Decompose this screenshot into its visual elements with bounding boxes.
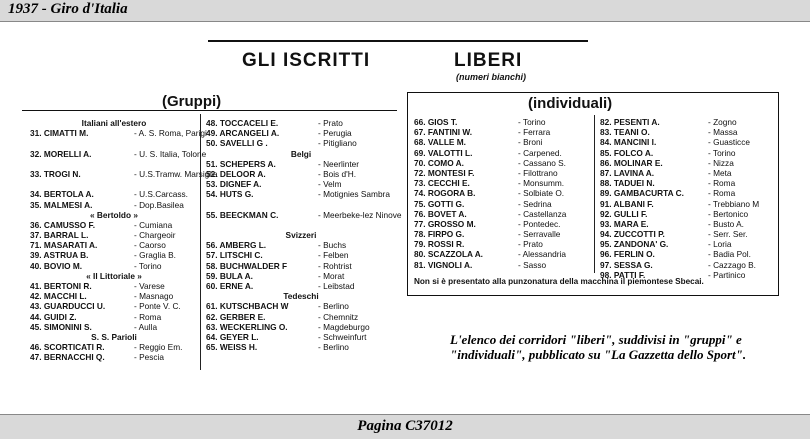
rider-town: - Magdeburgo (318, 321, 370, 332)
list-item (206, 128, 396, 138)
header-bar (0, 0, 810, 22)
rider-town: - Morat (318, 270, 345, 281)
rider-town: - Torino (134, 260, 162, 271)
rider-name: 64. GEYER L. (206, 331, 259, 342)
list-item (30, 322, 198, 332)
rider-name: 70. COMO A. (414, 157, 464, 168)
rider-town: - Cumiana (134, 219, 173, 230)
rider-name: 89. GAMBACURTA C. (600, 188, 684, 199)
list-item (206, 209, 402, 220)
rider-name: 60. ERNE A. (206, 281, 254, 291)
rider-name: 76. BOVET A. (414, 208, 467, 219)
list-item (600, 148, 776, 158)
list-item (600, 127, 776, 137)
rider-town: - Pitigliano (318, 138, 357, 149)
rider-town: - Meerbeke-lez Ninove (318, 209, 402, 220)
list-item (206, 312, 396, 322)
rider-name: 69. VALOTTI L. (414, 147, 473, 158)
rider-name: 58. BUCHWALDER F (206, 260, 288, 271)
rider-name: 61. KUTSCHBACH W (206, 301, 289, 312)
rider-town: - Pescia (134, 352, 164, 363)
list-item (30, 250, 198, 260)
rider-name: 81. VIGNOLI A. (414, 259, 473, 270)
rider-name: 54. HUTS G. (206, 189, 254, 200)
rider-name: 83. TEANI O. (600, 127, 650, 138)
rider-name: 55. BEECKMAN C. (206, 209, 279, 220)
list-item (30, 352, 198, 362)
rider-town: - Motignies Sambra (318, 189, 390, 200)
rider-town: - Prato (318, 118, 343, 128)
rider-name: 37. BARRAL L. (30, 230, 89, 241)
rider-name: 40. BOVIO M. (30, 260, 83, 271)
rider-name: 82. PESENTI A. (600, 117, 660, 127)
list-item (414, 209, 592, 219)
rider-town: - U. S. Italia, Tolone (134, 148, 207, 159)
list-item (206, 281, 396, 291)
rider-town: - Massa (708, 127, 738, 138)
list-item (30, 301, 198, 311)
list-heading: Svizzeri (285, 230, 317, 241)
groups-rule (22, 110, 397, 111)
list-item (30, 342, 198, 352)
rider-town: - Partinico (708, 269, 746, 280)
list-item (600, 199, 776, 209)
rider-town: - Castellanza (518, 208, 567, 219)
rider-town: - Filottrano (518, 167, 558, 178)
list-item (600, 117, 776, 127)
rider-town: - Alessandria (518, 249, 566, 260)
rider-name: 36. CAMUSSO F. (30, 219, 96, 230)
rider-name: 71. MASARATI A. (30, 240, 98, 251)
rider-town: - Leibstad (318, 281, 355, 291)
rider-name: 59. BULA A. (206, 270, 253, 281)
list-item (600, 260, 776, 270)
list-heading: Tedeschi (283, 291, 319, 302)
individuals-box (407, 92, 779, 296)
rider-name: 49. ARCANGELI A. (206, 128, 280, 139)
rider-name: 33. TROGI N. (30, 168, 81, 179)
list-item (30, 200, 198, 210)
list-item (414, 188, 592, 198)
list-item (206, 138, 396, 148)
rider-name: 80. SCAZZOLA A. (414, 249, 483, 260)
rider-town: - Torino (708, 147, 736, 158)
rider-town: - Dop.Basilea (134, 199, 184, 210)
rider-town: - Solbiate O. (518, 188, 565, 199)
list-item (30, 291, 198, 301)
rider-name: 66. GIOS T. (414, 117, 458, 127)
rider-town: - Loria (708, 239, 732, 250)
individuals-divider (594, 115, 595, 273)
list-item (30, 220, 198, 230)
individuals-note: Non si è presentato alla punzonatura della macchina il piemontese Sbecai. (414, 277, 704, 286)
rider-town: - Broni (518, 137, 543, 148)
list-item (600, 219, 776, 229)
list-item (30, 168, 218, 179)
list-item (30, 148, 207, 159)
rider-name: 88. TADUEI N. (600, 178, 655, 189)
top-rule (208, 40, 588, 42)
list-item (206, 189, 396, 199)
list-item (206, 118, 396, 128)
rider-town: - Busto A. (708, 218, 744, 229)
rider-town: - A. S. Roma, Parigi (134, 128, 207, 139)
rider-name: 34. BERTOLA A. (30, 189, 94, 200)
rider-name: 84. MANCINI I. (600, 137, 657, 148)
rider-name: 41. BERTONI R. (30, 281, 92, 291)
list-item (206, 342, 396, 352)
rider-name: 35. MALMESI A. (30, 199, 93, 210)
rider-name: 92. GULLI F. (600, 208, 648, 219)
list-item (414, 260, 592, 270)
rider-town: - Chargeoir (134, 230, 176, 241)
list-item (206, 240, 396, 250)
list-item (206, 169, 396, 179)
list-item (414, 239, 592, 249)
rider-town: - Sasso (518, 259, 547, 270)
list-spacer (206, 220, 396, 230)
rider-town: - Pontedec. (518, 218, 561, 229)
list-spacer (30, 159, 198, 169)
rider-town: - Serr. Ser. (708, 229, 748, 240)
list-item (414, 249, 592, 259)
rider-name: 67. FANTINI W. (414, 127, 473, 138)
rider-town: - Monsumm. (518, 178, 565, 189)
list-item (600, 158, 776, 168)
rider-name: 98. PATTI F. (600, 269, 646, 280)
list-item (30, 230, 198, 240)
rider-name: 78. FIRPO G. (414, 229, 465, 240)
rider-town: - Prato (518, 239, 543, 250)
rider-town: - Velm (318, 179, 342, 190)
rider-town: - Ferrara (518, 127, 551, 138)
list-item (600, 188, 776, 198)
list-item (600, 178, 776, 188)
rider-town: - Reggio Em. (134, 342, 183, 353)
rider-town: - Trebbiano M (708, 198, 760, 209)
rider-name: 46. SCORTICATI R. (30, 342, 105, 353)
rider-name: 63. WECKERLING O. (206, 321, 288, 332)
list-item (414, 178, 592, 188)
list-item (30, 189, 198, 199)
list-item (600, 239, 776, 249)
list-item (414, 158, 592, 168)
caption: L'elenco dei corridori "liberi", suddivisi in "gruppi" e "individuali", pubblicato su "La Gazzetta dello Sport". (450, 332, 747, 362)
rider-name: 73. CECCHI E. (414, 178, 470, 189)
rider-town: - Neerlinter (318, 158, 360, 169)
rider-name: 65. WEISS H. (206, 342, 258, 353)
groups-column-1 (30, 118, 218, 363)
rider-name: 44. GUIDI Z. (30, 311, 77, 322)
rider-name: 93. MARA E. (600, 218, 649, 229)
rider-name: 47. BERNACCHI Q. (30, 352, 105, 363)
headline-right: LIBERI (454, 50, 523, 71)
rider-name: 39. ASTRUA B. (30, 250, 89, 261)
rider-name: 32. MORELLI A. (30, 148, 92, 159)
rider-name: 43. GUARDUCCI U. (30, 301, 106, 312)
rider-town: - Buchs (318, 240, 347, 251)
rider-town: - U.S.Carcass. (134, 189, 188, 200)
rider-town: - Roma (708, 188, 736, 199)
rider-name: 48. TOCCACELI E. (206, 118, 279, 128)
rider-town: - Berlino (318, 342, 349, 353)
list-item (414, 219, 592, 229)
list-item (600, 168, 776, 178)
list-spacer (206, 200, 396, 210)
rider-name: 87. LAVINA A. (600, 167, 655, 178)
rider-town: - Bois d'H. (318, 168, 357, 179)
list-item (30, 281, 198, 291)
rider-town: - Zogno (708, 117, 737, 127)
rider-name: 62. GERBER E. (206, 311, 266, 322)
rider-town: - Serravalle (518, 229, 561, 240)
rider-town: - Ponte V. C. (134, 301, 181, 312)
list-item (414, 148, 592, 158)
rider-town: - Perugia (318, 128, 352, 139)
rider-town: - Guasticce (708, 137, 750, 148)
list-heading: « Il Littoriale » (86, 270, 142, 281)
rider-town: - Schweinfurt (318, 331, 367, 342)
section-individuals-title: (individuali) (528, 95, 613, 112)
list-item (30, 240, 198, 250)
list-item (206, 322, 396, 332)
list-spacer (30, 138, 198, 148)
list-item (600, 249, 776, 259)
rider-name: 42. MACCHI L. (30, 291, 87, 302)
rider-town: - Felben (318, 250, 349, 261)
rider-name: 50. SAVELLI G . (206, 138, 268, 149)
section-groups-title: (Gruppi) (162, 93, 222, 110)
rider-town: - Chemnitz (318, 311, 359, 322)
rider-town: - Varese (134, 281, 165, 291)
rider-town: - Bertonico (708, 208, 749, 219)
rider-name: 72. MONTESI F. (414, 167, 475, 178)
list-heading: Italiani all'estero (81, 118, 147, 128)
list-item (414, 117, 592, 127)
rider-name: 91. ALBANI F. (600, 198, 654, 209)
list-heading: S. S. Parioli (91, 331, 137, 342)
rider-town: - Cassano S. (518, 157, 566, 168)
list-item (206, 301, 396, 311)
rider-name: 52. DELOOR A. (206, 168, 266, 179)
rider-name: 31. CIMATTI M. (30, 128, 89, 139)
list-spacer (30, 179, 198, 189)
rider-town: - Rohtrist (318, 260, 352, 271)
rider-town: - Caorso (134, 240, 166, 251)
subhead: (numeri bianchi) (456, 72, 527, 82)
individuals-column-1 (414, 117, 592, 270)
rider-name: 86. MOLINAR E. (600, 157, 663, 168)
rider-town: - Roma (708, 178, 736, 189)
list-item (206, 271, 396, 281)
page-number: Pagina C37012 (357, 418, 453, 434)
rider-name: 74. ROGORA B. (414, 188, 476, 199)
list-heading: Belgi (290, 148, 312, 159)
rider-town: - Torino (518, 117, 546, 127)
list-item (600, 229, 776, 239)
rider-name: 94. ZUCCOTTI P. (600, 229, 665, 240)
footer-bar (0, 414, 810, 439)
rider-name: 51. SCHEPERS A. (206, 158, 276, 169)
list-item (206, 332, 396, 342)
rider-name: 79. ROSSI R. (414, 239, 465, 250)
list-item (206, 179, 396, 189)
list-item (414, 229, 592, 239)
rider-name: 75. GOTTI G. (414, 198, 465, 209)
rider-town: - Meta (708, 167, 732, 178)
list-item (30, 128, 207, 139)
list-item (30, 312, 198, 322)
rider-town: - Nizza (708, 157, 734, 168)
rider-name: 68. VALLE M. (414, 137, 466, 148)
rider-name: 45. SIMONINI S. (30, 321, 92, 332)
list-item (206, 250, 396, 260)
list-item (600, 137, 776, 147)
header-title: 1937 - Giro d'Italia (8, 1, 128, 17)
rider-town: - Masnago (134, 291, 174, 302)
list-item (414, 168, 592, 178)
rider-town: - Aulla (134, 321, 158, 332)
list-item (414, 137, 592, 147)
rider-town: - Roma (134, 311, 162, 322)
rider-name: 85. FOLCO A. (600, 147, 654, 158)
list-heading: « Bertoldo » (90, 209, 138, 220)
rider-name: 97. SESSA G. (600, 259, 653, 270)
rider-name: 77. GROSSO M. (414, 218, 476, 229)
list-item (206, 159, 396, 169)
rider-name: 96. FERLIN O. (600, 249, 655, 260)
rider-town: - Carpened. (518, 147, 562, 158)
newspaper-clipping (22, 38, 792, 368)
rider-name: 56. AMBERG L. (206, 240, 267, 251)
list-item (414, 199, 592, 209)
rider-town: - Cazzago B. (708, 259, 756, 270)
rider-town: - Berlino (318, 301, 349, 312)
headline-left: GLI ISCRITTI (242, 50, 371, 71)
rider-name: 53. DIGNEF A. (206, 179, 262, 190)
rider-town: - Graglia B. (134, 250, 176, 261)
groups-column-2 (206, 118, 402, 353)
rider-name: 57. LITSCHI C. (206, 250, 263, 261)
rider-town: - Badia Pol. (708, 249, 751, 260)
list-item (414, 127, 592, 137)
list-item (206, 261, 396, 271)
rider-name: 95. ZANDONA' G. (600, 239, 669, 250)
list-item (600, 209, 776, 219)
list-item (30, 261, 198, 271)
individuals-column-2 (600, 117, 776, 280)
rider-town: - U.S.Tramw. Marsiglia (134, 168, 218, 179)
rider-town: - Sedrina (518, 198, 552, 209)
